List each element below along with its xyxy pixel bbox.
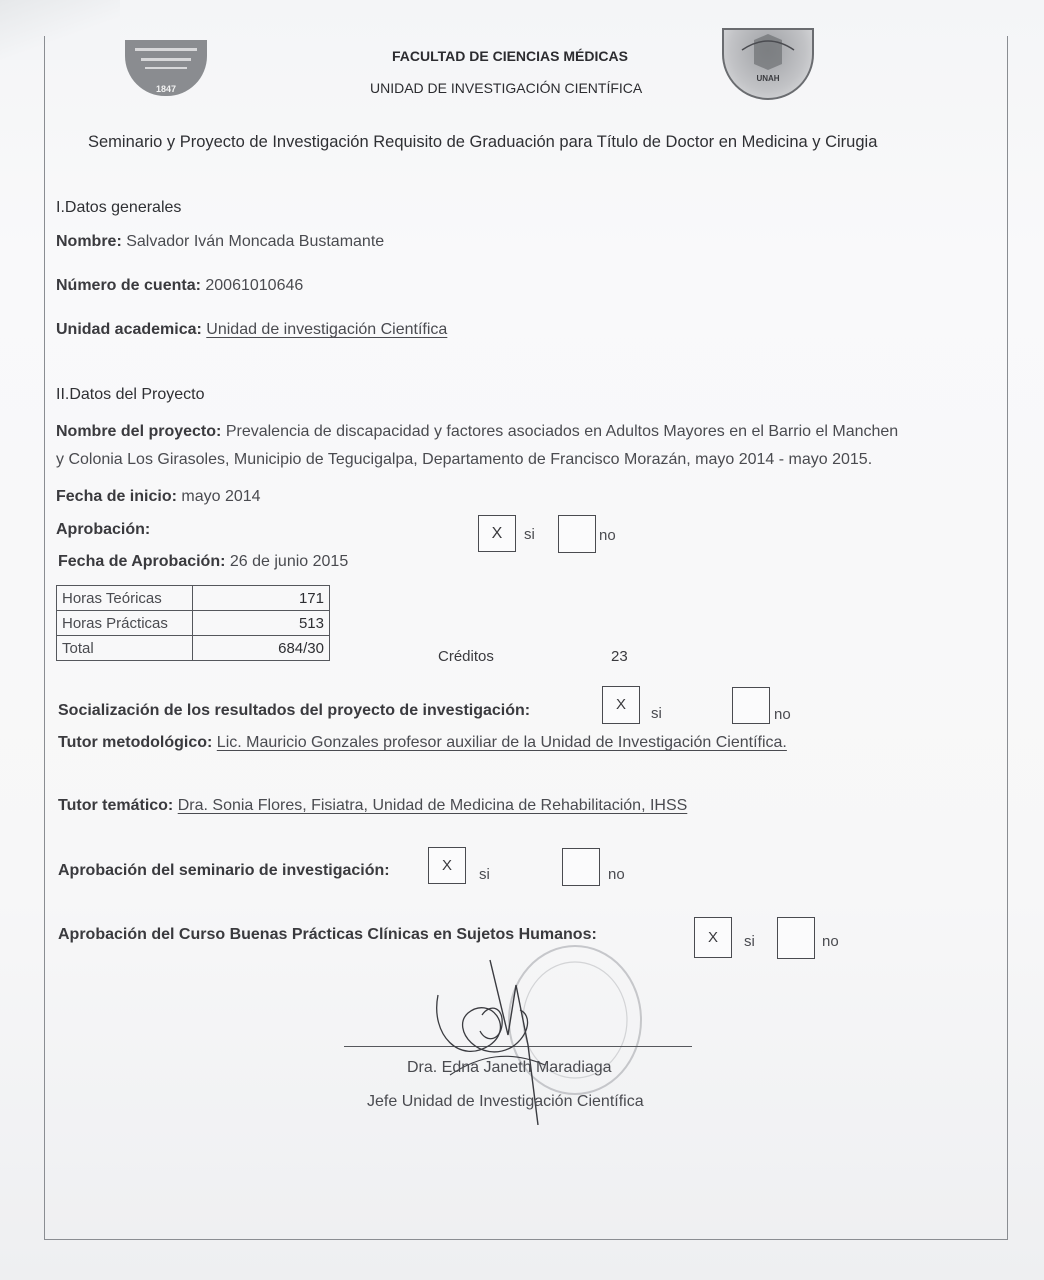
table-row — [57, 611, 330, 636]
cuenta-row — [56, 277, 303, 295]
socializacion-no-label: no — [774, 706, 791, 723]
fecha-aprobacion-label: Fecha de Aprobación: — [58, 553, 226, 570]
logo-year: 1847 — [155, 84, 177, 94]
seminario-si-checkbox[interactable]: X — [428, 847, 466, 884]
faculty-heading: FACULTAD DE CIENCIAS MÉDICAS — [392, 48, 628, 64]
hours-value-cell: 513 — [193, 611, 330, 636]
signatory-title: Jefe Unidad de Investigación Científica — [367, 1093, 644, 1110]
inicio-value: mayo 2014 — [181, 488, 261, 505]
seminario-si-label: si — [479, 866, 490, 883]
proyecto-line-2: y Colonia Los Girasoles, Municipio de Tegucigalpa, Departamento de Francisco Morazán, mayo 2014 - mayo 2015. — [56, 451, 873, 468]
aprobacion-no-label: no — [599, 527, 616, 544]
document-title: Seminario y Proyecto de Investigación Requisito de Graduación para Título de Doctor en Medicina y Cirugia — [88, 133, 878, 151]
nombre-label: Nombre: — [56, 233, 122, 250]
tutor-metodologico-label: Tutor metodológico: — [58, 734, 213, 751]
table-row — [57, 636, 330, 661]
aprobacion-label: Aprobación: — [56, 521, 151, 538]
unit-heading: UNIDAD DE INVESTIGACIÓN CIENTÍFICA — [370, 80, 643, 96]
proyecto-row — [56, 423, 898, 441]
creditos-label: Créditos — [438, 648, 494, 665]
curso-no-label: no — [822, 933, 839, 950]
hours-value-cell: 684/30 — [193, 636, 330, 661]
aprobacion-no-checkbox[interactable] — [558, 515, 596, 553]
signatory-name: Dra. Edna Janeth Maradiaga — [407, 1059, 612, 1076]
hours-label-cell: Total — [57, 636, 193, 661]
socializacion-si-label: si — [651, 705, 662, 722]
inicio-row — [56, 488, 261, 506]
hours-label-cell: Horas Prácticas — [57, 611, 193, 636]
logo-unah-label: UNAH — [756, 74, 780, 83]
cuenta-value: 20061010646 — [205, 277, 304, 294]
faculty-seal-logo — [125, 40, 207, 96]
table-row — [57, 586, 330, 611]
curso-label: Aprobación del Curso Buenas Prácticas Clínicas en Sujetos Humanos: — [58, 926, 597, 943]
cuenta-label: Número de cuenta: — [56, 277, 201, 294]
seminario-label: Aprobación del seminario de investigación: — [58, 862, 390, 879]
unidad-value: Unidad de investigación Científica — [206, 321, 448, 338]
socializacion-no-checkbox[interactable] — [732, 687, 770, 724]
tutor-tematico-row — [58, 797, 687, 815]
hours-table — [56, 585, 330, 661]
section-1-heading: I.Datos generales — [56, 199, 182, 216]
fecha-aprobacion-row — [58, 553, 348, 571]
proyecto-label: Nombre del proyecto: — [56, 423, 222, 440]
socializacion-label: Socialización de los resultados del proyecto de investigación: — [58, 702, 531, 719]
tutor-metodologico-value: Lic. Mauricio Gonzales profesor auxiliar de la Unidad de Investigación Científica. — [216, 734, 787, 751]
proyecto-line-1: Prevalencia de discapacidad y factores asociados en Adultos Mayores en el Barrio el Manchen — [225, 423, 899, 440]
curso-si-label: si — [744, 933, 755, 950]
socializacion-si-checkbox[interactable]: X — [602, 686, 640, 724]
unidad-label: Unidad academica: — [56, 321, 202, 338]
seminario-no-checkbox[interactable] — [562, 848, 600, 886]
seminario-no-label: no — [608, 866, 625, 883]
aprobacion-si-label: si — [524, 526, 535, 543]
hours-value-cell: 171 — [193, 586, 330, 611]
fecha-aprobacion-value: 26 de junio 2015 — [229, 553, 349, 570]
nombre-row — [56, 233, 384, 251]
nombre-value: Salvador Iván Moncada Bustamante — [126, 233, 385, 250]
tutor-metodologico-row — [58, 734, 787, 752]
curso-si-checkbox[interactable]: X — [694, 917, 732, 958]
creditos-value: 23 — [611, 648, 628, 665]
hours-label-cell: Horas Teóricas — [57, 586, 193, 611]
tutor-tematico-value: Dra. Sonia Flores, Fisiatra, Unidad de Medicina de Rehabilitación, IHSS — [177, 797, 688, 814]
aprobacion-si-checkbox[interactable]: X — [478, 515, 516, 552]
section-2-heading: II.Datos del Proyecto — [56, 386, 205, 403]
unidad-row — [56, 321, 447, 339]
curso-no-checkbox[interactable] — [777, 917, 815, 959]
tutor-tematico-label: Tutor temático: — [58, 797, 174, 814]
inicio-label: Fecha de inicio: — [56, 488, 177, 505]
